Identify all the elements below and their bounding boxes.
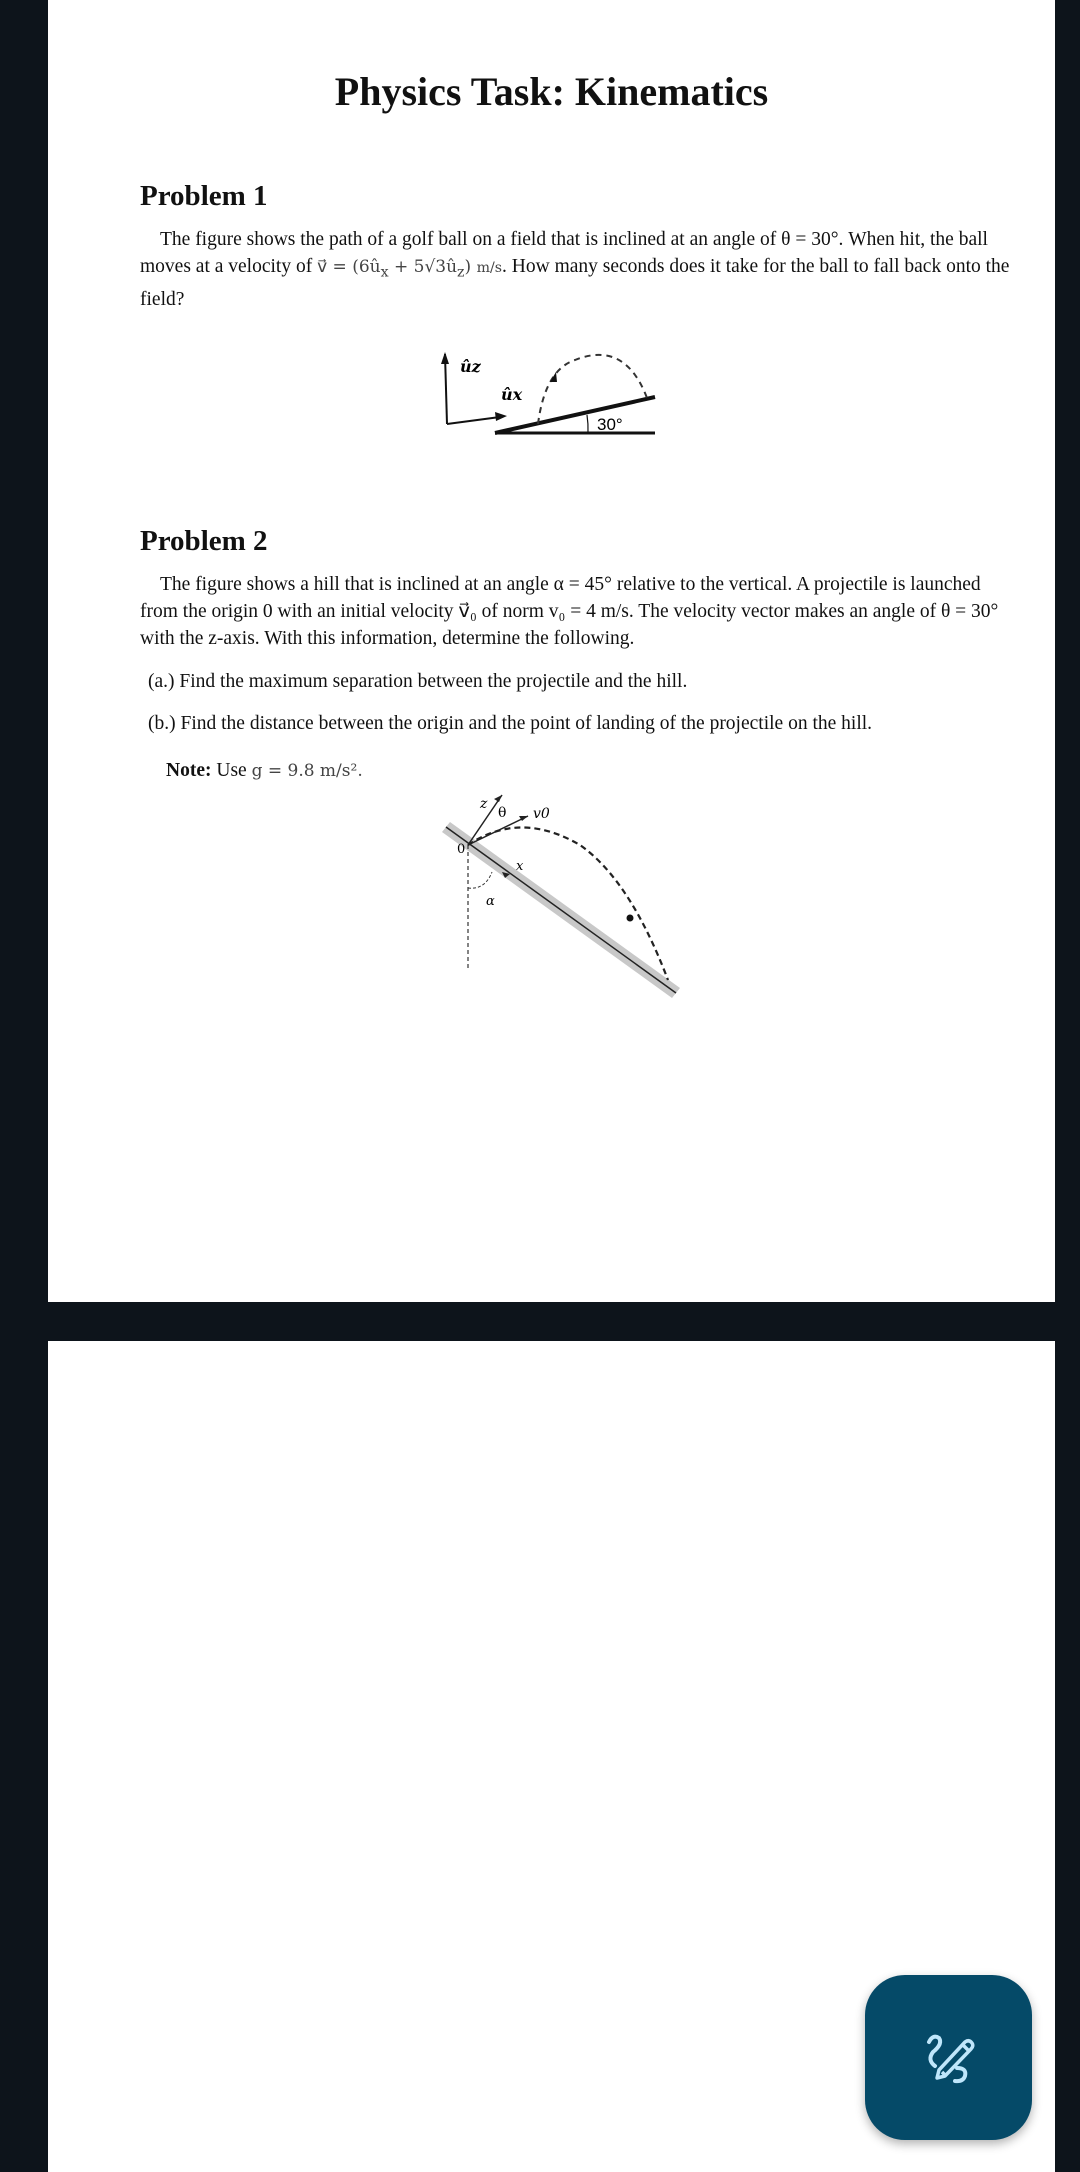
svg-text:α: α xyxy=(486,894,495,909)
svg-text:x: x xyxy=(516,859,524,874)
velocity-formula: v⃗ = ($6û_x$ + $5√3û_z$) m/s xyxy=(317,257,503,281)
draw-button[interactable] xyxy=(865,1975,1032,2140)
question-b: (b.) Find the distance between the origin and the point of landing of the projectile on the hill. xyxy=(148,713,873,734)
hill-projectile-figure xyxy=(430,790,690,1005)
problem-2-text: The figure shows a hill that is inclined at an angle α = 45° relative to the vertical. A projectile is launched from the origin 0 with an initial velocity v⃗₀ of norm v₀ = 4 m/s. The velocity vector makes an angle of θ = 30° with the z-axis. With this information, determine the following. xyxy=(140,574,999,649)
note: Note: Use g = 9.8 m/s². xyxy=(166,760,363,781)
problem-2-heading: Problem 2 xyxy=(140,525,268,557)
uz-label: ûz xyxy=(460,357,481,376)
page-title: Physics Task: Kinematics xyxy=(334,69,769,114)
golf-incline-figure xyxy=(435,340,685,440)
question-a: (a.) Find the maximum separation between the projectile and the hill. xyxy=(148,671,688,692)
problem-1-text: The figure shows the path of a golf ball on a field that is inclined at an angle of θ = 30°. When hit, the ball moves at a velocity of v⃗ = ($6û_x$ + $5√3û_z$) m/s. How many seconds does it take for the ball to fall back onto the field? xyxy=(140,229,1010,311)
ux-label: ûx xyxy=(501,385,523,404)
draw-pencil-icon xyxy=(919,2028,979,2088)
document-page-1 xyxy=(48,0,1055,1302)
svg-text:z: z xyxy=(480,796,488,812)
svg-text:θ: θ xyxy=(498,805,507,821)
svg-text:0: 0 xyxy=(457,842,466,857)
angle-label: 30° xyxy=(597,415,623,434)
svg-text:v0: v0 xyxy=(533,806,550,822)
problem-1-heading: Problem 1 xyxy=(140,180,268,212)
